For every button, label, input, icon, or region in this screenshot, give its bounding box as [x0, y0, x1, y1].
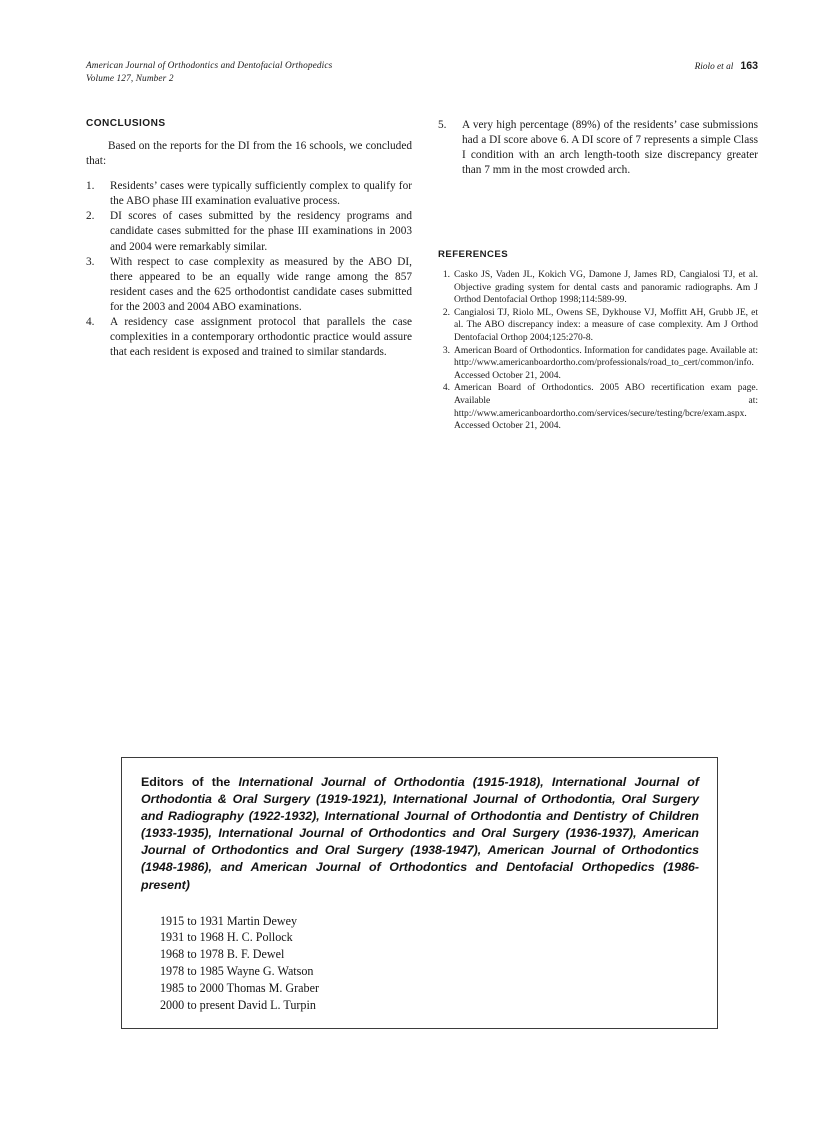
reference-number: 2. — [442, 307, 450, 318]
conclusions-heading: CONCLUSIONS — [86, 118, 166, 129]
reference-text: Cangialosi TJ, Riolo ML, Owens SE, Dykhouse VJ, Moffitt AH, Grubb JE, et al. The ABO discrepancy index: a measure of case complexity. Am J Orthod Dentofacial Orthop 2004;125:270-8. — [454, 307, 758, 343]
page-number: 163 — [740, 60, 758, 72]
conclusions-lead-paragraph: Based on the reports for the DI from the 16 schools, we concluded that: — [86, 140, 412, 168]
references-list — [438, 269, 758, 433]
running-head-journal — [86, 60, 332, 86]
list-item-number: 5. — [438, 119, 447, 131]
editor-entry: 1915 to 1931 Martin Dewey — [160, 913, 298, 928]
list-item-number: 4. — [86, 316, 95, 329]
reference-text: American Board of Orthodontics. Information for candidates page. Available at: http://www.americanboardortho.com/professionals/road_to_cert/common/info. Accessed October 21, 2004. — [454, 345, 758, 381]
journal-volume-line: Volume 127, Number 2 — [86, 74, 174, 85]
conclusions-list — [86, 179, 412, 360]
right-column — [438, 118, 758, 178]
reference-number: 1. — [442, 270, 450, 280]
running-head-citation — [695, 60, 758, 74]
editors-box-title — [141, 774, 699, 894]
reference-text: Casko JS, Vaden JL, Kokich VG, Damone J, James RD, Cangialosi TJ, et al. Objective grading system for dental casts and panoramic radiographs. Am J Orthod Dentofacial Orthop 1998;114:589-99. — [454, 270, 758, 306]
list-item-number: 1. — [86, 180, 95, 193]
reference-text: American Board of Orthodontics. 2005 ABO recertification exam page. Available at: http://www.americanboardortho.com/services/secure/testing/bcre/exam.aspx. Accessed October 21, 2004. — [454, 383, 758, 432]
list-item-text: Residents’ cases were typically sufficiently complex to qualify for the ABO phase III examination evaluative process. — [110, 180, 412, 208]
running-head-authors: Riolo et al — [694, 62, 734, 72]
reference-item — [438, 269, 758, 307]
list-item — [86, 255, 412, 315]
references-block — [438, 249, 758, 433]
editors-title-journals: International Journal of Orthodontia (1915-1918), International Journal of Orthodontia & Oral Surgery (1919-1921), International Journal of Orthodontia, Oral Surgery and Radiography (1922-1932), International Journal of Orthodontia and Dentistry of Children (1933-1935), International Journal of Orthodontics and Oral Surgery (1936-1937), American Journal of Orthodontics and Oral Surgery (1938-1947), American Journal of Orthodontics (1948-1986), and American Journal of Orthodontics and Dentofacial Orthopedics (1986-present) — [141, 775, 699, 892]
reference-number: 4. — [442, 383, 450, 394]
editor-entry: 1985 to 2000 Thomas M. Graber — [160, 980, 319, 995]
list-item-text: A very high percentage (89%) of the residents’ case submissions had a DI score above 6. A DI score of 7 represents a simple Class I condition with an arch length-tooth size discrepancy greater than 7 mm in the most crowded arch. — [462, 119, 758, 177]
editor-entry: 2000 to present David L. Turpin — [160, 997, 316, 1012]
list-item — [86, 179, 412, 209]
list-item-number: 2. — [86, 210, 95, 223]
editors-box — [121, 757, 718, 1029]
editors-list — [160, 913, 699, 1014]
editor-entry: 1978 to 1985 Wayne G. Watson — [160, 964, 314, 979]
list-item-text: DI scores of cases submitted by the residency programs and candidate cases submitted for the phase III examinations in 2003 and 2004 were remarkably similar. — [110, 210, 412, 253]
editors-box-content — [122, 758, 717, 1013]
editor-entry: 1968 to 1978 B. F. Dewel — [160, 947, 285, 962]
reference-item — [438, 345, 758, 383]
journal-title-line: American Journal of Orthodontics and Dentofacial Orthopedics — [86, 61, 333, 71]
reference-number: 3. — [442, 345, 450, 356]
running-head — [86, 60, 758, 86]
list-item — [438, 118, 758, 178]
conclusions-list-continued — [438, 118, 758, 178]
list-item-number: 3. — [86, 255, 95, 268]
reference-item — [438, 307, 758, 345]
editors-title-prefix: Editors of the — [141, 775, 239, 789]
left-column — [86, 118, 412, 360]
list-item — [86, 209, 412, 254]
list-item-text: A residency case assignment protocol that parallels the case complexities in a contemporary orthodontic practice would assure that each resident is exposed and trained to similar standards. — [110, 316, 412, 359]
list-item — [86, 315, 412, 360]
editor-entry: 1931 to 1968 H. C. Pollock — [160, 930, 293, 945]
references-heading: REFERENCES — [438, 249, 509, 260]
reference-item — [438, 382, 758, 432]
list-item-text: With respect to case complexity as measured by the ABO DI, there appeared to be an equally wide range among the 857 resident cases and the 625 orthodontist candidate cases submitted for the 2003 and 2004 ABO examinations. — [110, 255, 412, 313]
